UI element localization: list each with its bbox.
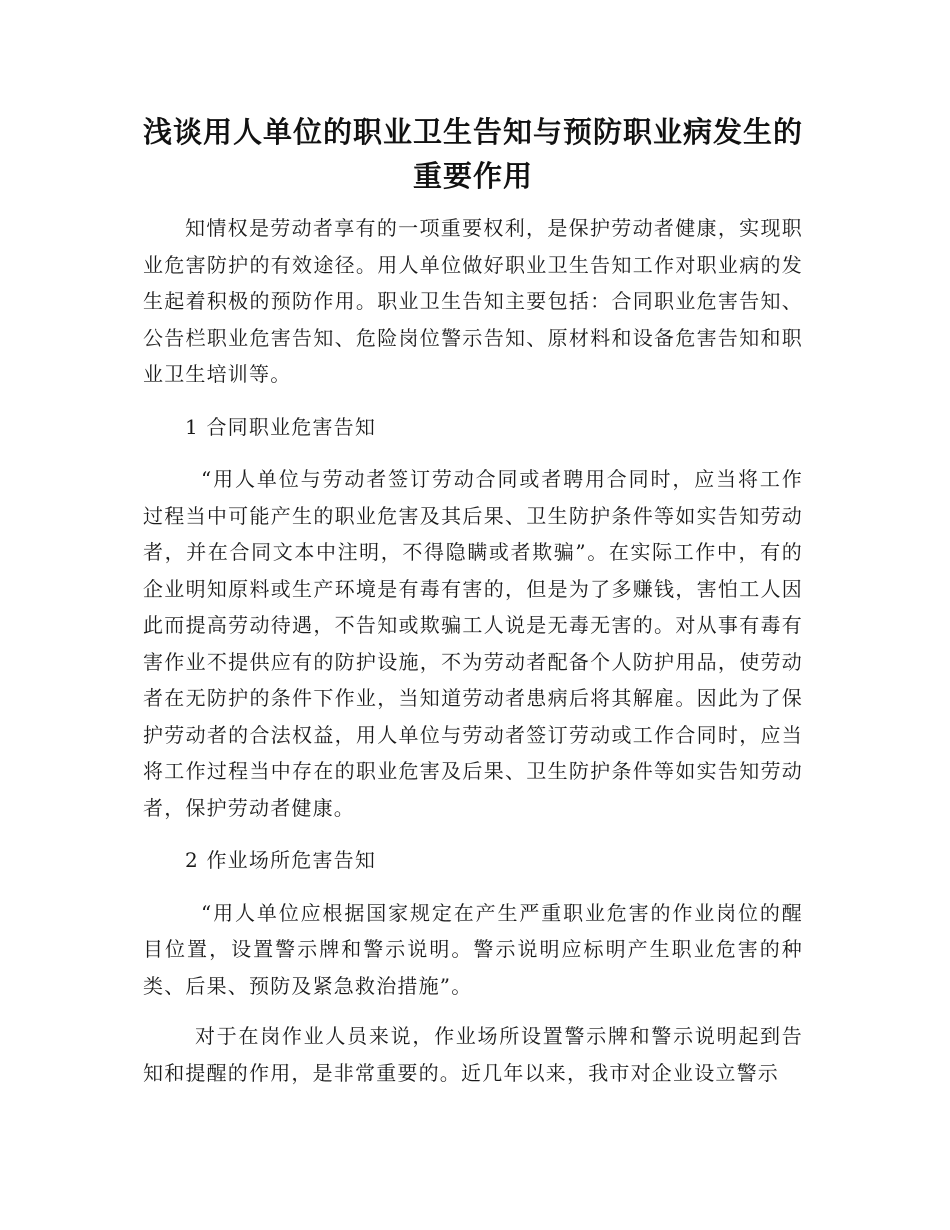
section-heading-1: 1 合同职业危害告知: [185, 414, 377, 439]
document-page: [143, 110, 803, 1091]
section-2-paragraph-2: 对于在岗作业人员来说，作业场所设置警示牌和警示说明起到告知和提醒的作用，是非常重要的。近几年以来，我市对企业设立警示: [143, 1024, 803, 1085]
intro-paragraph: 知情权是劳动者享有的一项重要权利，是保护劳动者健康，实现职业危害防护的有效途径。用人单位做好职业卫生告知工作对职业病的发生起着积极的预防作用。职业卫生告知主要包括：合同职业危害告知、公告栏职业危害告知、危险岗位警示告知、原材料和设备危害告知和职业卫生培训等。: [143, 216, 803, 386]
section-2-paragraph-1: “用人单位应根据国家规定在产生严重职业危害的作业岗位的醒目位置，设置警示牌和警示说明。警示说明应标明产生职业危害的种类、后果、预防及紧急救治措施”。: [143, 900, 803, 998]
section-heading-2: 2 作业场所危害告知: [185, 848, 377, 872]
section-1-paragraph: “用人单位与劳动者签订劳动合同或者聘用合同时，应当将工作过程当中可能产生的职业危害及其后果、卫生防护条件等如实告知劳动者，并在合同文本中注明，不得隐瞒或者欺骗”。在实际工作中，有的企业明知原料或生产环境是有毒有害的，但是为了多赚钱，害怕工人因此而提高劳动待遇，不告知或欺骗工人说是无毒无害的。对从事有毒有害作业不提供应有的防护设施，不为劳动者配备个人防护用品，使劳动者在无防护的条件下作业，当知道劳动者患病后将其解雇。因此为了保护劳动者的合法权益，用人单位与劳动者签订劳动或工作合同时，应当将工作过程当中存在的职业危害及后果、卫生防护条件等如实告知劳动者，保护劳动者健康。: [143, 467, 803, 820]
document-title: 浅谈用人单位的职业卫生告知与预防职业病发生的重要作用: [143, 115, 804, 193]
